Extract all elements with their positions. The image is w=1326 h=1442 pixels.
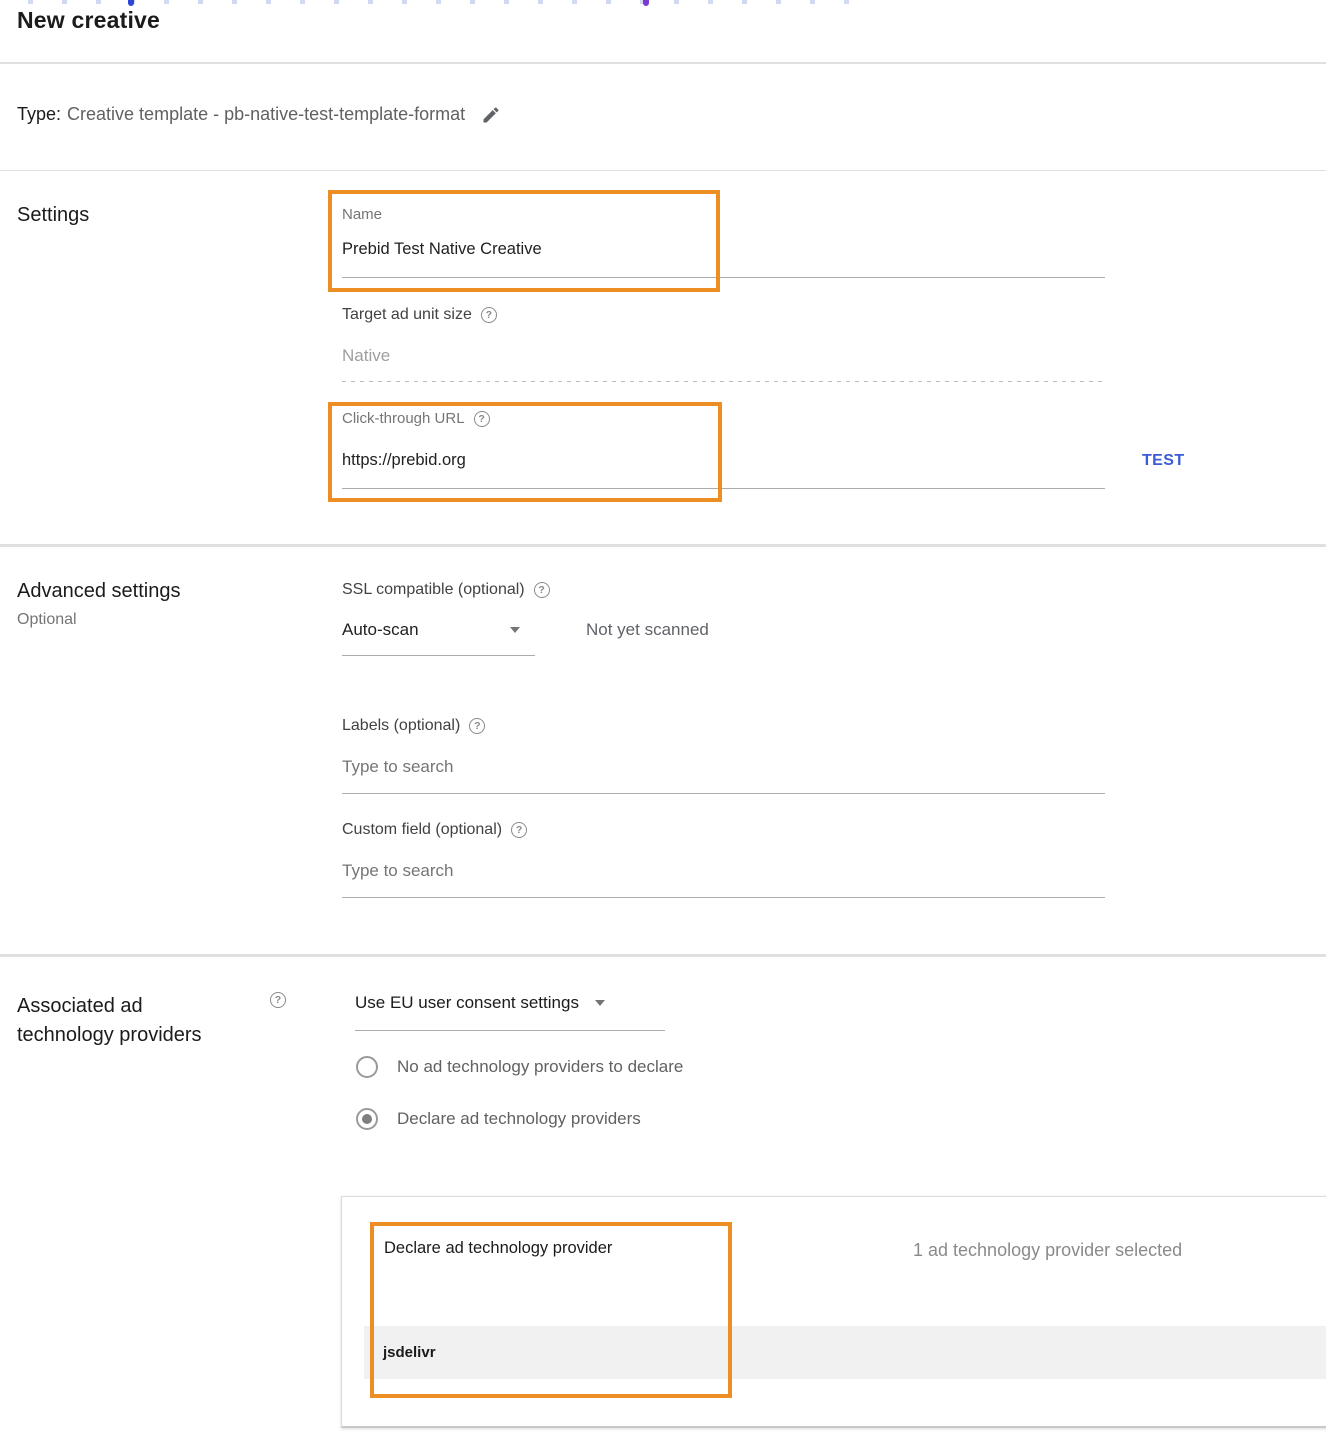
name-input[interactable]: Prebid Test Native Creative [342, 240, 542, 258]
click-through-url-input[interactable]: https://prebid.org [342, 451, 466, 469]
edit-pencil-icon[interactable] [481, 105, 501, 125]
type-label: Type: [17, 104, 62, 124]
target-size-underline [342, 381, 1105, 382]
name-input-underline [342, 277, 1105, 278]
chevron-down-icon [510, 627, 520, 633]
type-value: Creative template - pb-native-test-template-format [67, 104, 466, 124]
provider-name: jsdelivr [383, 1344, 436, 1361]
advanced-settings-subheading: Optional [17, 611, 77, 628]
name-field-label: Name [342, 206, 383, 223]
radio-declare-providers[interactable] [356, 1108, 641, 1130]
provider-selected-summary: 1 ad technology provider selected [913, 1240, 1183, 1260]
eu-consent-underline [355, 1030, 665, 1031]
click-url-underline [342, 488, 1105, 489]
target-ad-unit-size-label-text: Target ad unit size [342, 306, 472, 323]
provider-card-title: Declare ad technology provider [384, 1239, 613, 1257]
test-url-button[interactable]: TEST [1142, 452, 1185, 469]
help-icon[interactable]: ? [469, 718, 485, 734]
target-ad-unit-size-value: Native [342, 346, 391, 365]
ssl-compatible-label [342, 581, 550, 599]
divider [0, 170, 1326, 171]
creative-type-row [17, 104, 501, 125]
custom-field-underline [342, 897, 1105, 898]
radio-selected-icon [356, 1108, 378, 1130]
labels-field-label-text: Labels (optional) [342, 717, 461, 734]
labels-search-input[interactable]: Type to search [342, 757, 454, 776]
radio-no-providers[interactable] [356, 1056, 683, 1078]
advanced-settings-heading: Advanced settings [17, 580, 181, 602]
section-divider [0, 954, 1326, 957]
ssl-dropdown[interactable] [342, 620, 520, 640]
ssl-dropdown-underline [342, 655, 535, 656]
radio-declare-providers-label: Declare ad technology providers [397, 1109, 641, 1128]
click-through-url-label [342, 410, 490, 427]
divider [0, 62, 1326, 64]
clipped-breadcrumb [28, 0, 868, 4]
ssl-dropdown-value: Auto-scan [342, 620, 419, 639]
providers-heading-line1: Associated ad [17, 995, 143, 1017]
help-icon[interactable]: ? [481, 307, 497, 323]
click-through-url-label-text: Click-through URL [342, 410, 465, 427]
chevron-down-icon [595, 1000, 605, 1006]
radio-no-providers-label: No ad technology providers to declare [397, 1057, 684, 1076]
radio-unselected-icon [356, 1056, 378, 1078]
providers-heading [17, 992, 202, 1050]
labels-field-label [342, 717, 485, 735]
page-title: New creative [17, 7, 161, 33]
providers-heading-line2: technology providers [17, 1024, 202, 1046]
eu-consent-dropdown-value: Use EU user consent settings [355, 993, 579, 1012]
custom-field-label [342, 821, 527, 839]
target-ad-unit-size-label [342, 306, 497, 324]
help-icon[interactable]: ? [534, 582, 550, 598]
provider-list-item[interactable] [364, 1326, 1326, 1379]
provider-card [341, 1196, 1326, 1428]
ssl-compatible-label-text: SSL compatible (optional) [342, 581, 525, 598]
labels-input-underline [342, 793, 1105, 794]
eu-consent-dropdown[interactable] [355, 993, 605, 1013]
custom-field-label-text: Custom field (optional) [342, 821, 503, 838]
help-icon[interactable]: ? [511, 822, 527, 838]
settings-heading: Settings [17, 204, 90, 226]
help-icon[interactable]: ? [270, 992, 286, 1008]
section-divider [0, 544, 1326, 547]
custom-field-search-input[interactable]: Type to search [342, 861, 454, 880]
breadcrumb-visited-link-fragment [643, 0, 649, 6]
ssl-scan-status: Not yet scanned [586, 620, 709, 639]
breadcrumb-link-fragment [128, 0, 134, 6]
help-icon[interactable]: ? [474, 411, 490, 427]
